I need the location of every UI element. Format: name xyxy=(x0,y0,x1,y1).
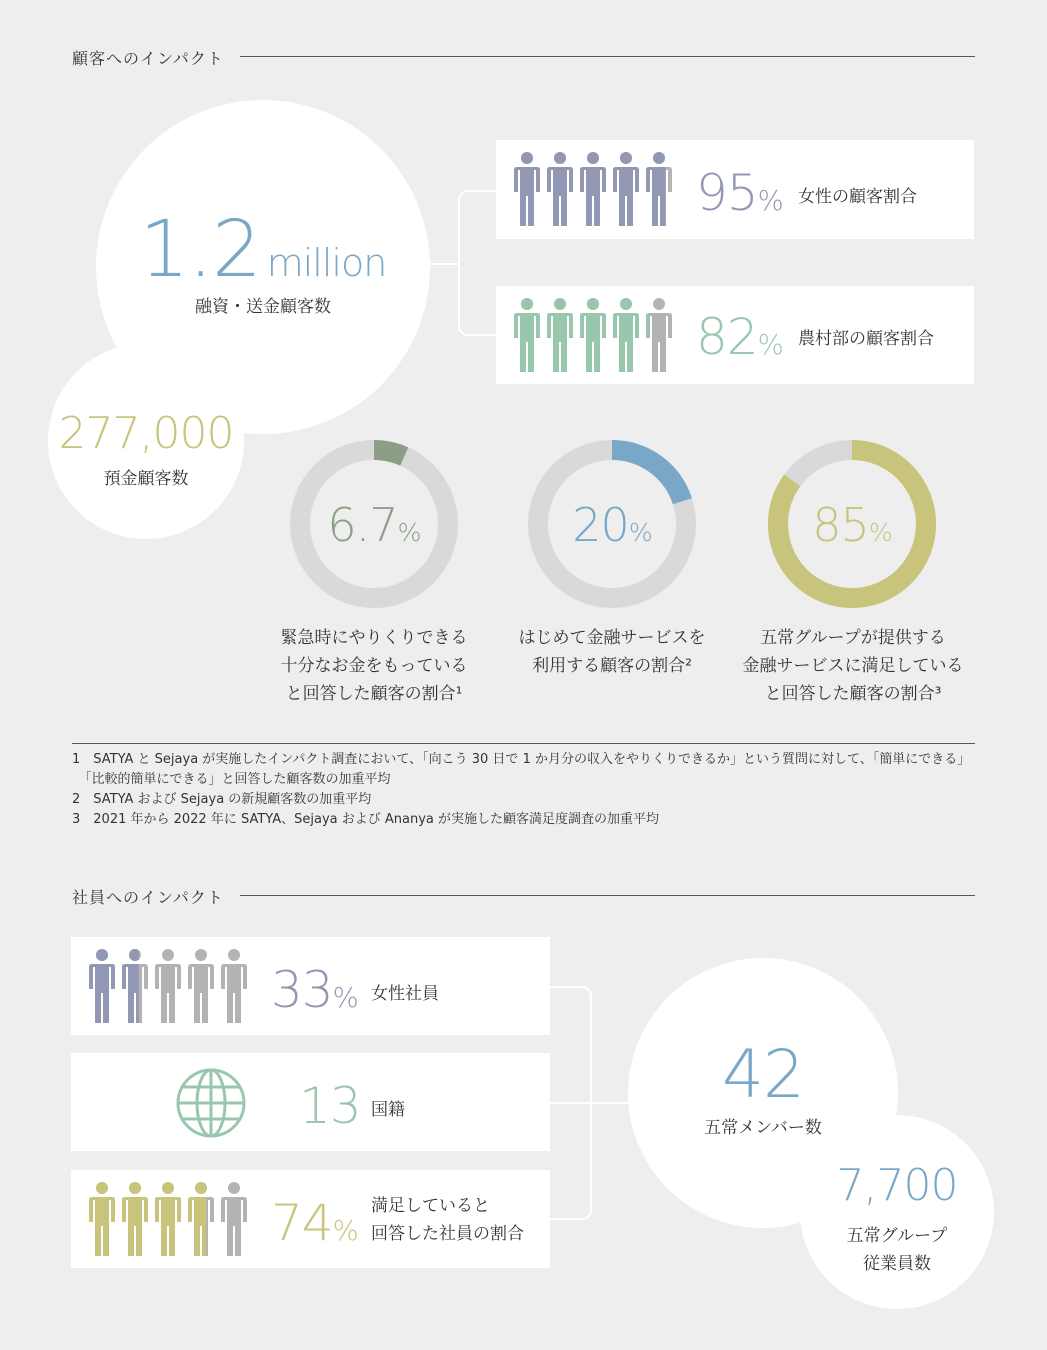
female-employees-label: 女性社員 xyxy=(371,984,439,1004)
label-line: 回答した社員の割合 xyxy=(371,1224,524,1244)
female-employees-pct: % xyxy=(332,982,358,1014)
total-customers-unit: million xyxy=(266,241,387,285)
rural-customers-label: 農村部の顧客割合 xyxy=(798,329,934,349)
rural-customers-number: 82 xyxy=(696,308,758,366)
person-figure xyxy=(613,152,639,226)
donut-satisfaction-number: 85 xyxy=(812,498,869,552)
caption-line: はじめて金融サービスを xyxy=(518,628,706,648)
members-label: 五常メンバー数 xyxy=(704,1118,822,1138)
group-employees-value: 7,700 xyxy=(836,1160,958,1211)
satisfied-employees-pct: % xyxy=(332,1215,358,1247)
female-customers-number: 95 xyxy=(696,164,758,222)
globe-icon xyxy=(175,1067,247,1139)
people-icon xyxy=(514,152,676,226)
person-figure xyxy=(514,298,540,372)
female-customers-people xyxy=(514,152,676,226)
total-customers-value: 1.2 xyxy=(139,205,261,295)
person-figure xyxy=(580,152,606,226)
satisfied-employees-card xyxy=(71,1170,550,1268)
people-icon xyxy=(514,298,676,372)
female-employees-card xyxy=(71,937,550,1035)
people-icon xyxy=(89,949,251,1023)
donut-emergency-pct: % xyxy=(397,518,421,547)
donut-satisfaction-value xyxy=(768,498,936,552)
person-figure xyxy=(613,298,639,372)
satisfied-employees-label xyxy=(371,1192,524,1248)
rural-customers-pct: % xyxy=(757,329,783,361)
person-figure xyxy=(514,152,540,226)
nationalities-value: 13 xyxy=(299,1077,361,1135)
caption-line: 金融サービスに満足している xyxy=(742,656,964,676)
person-figure xyxy=(646,298,672,372)
total-customers-label: 融資・送金顧客数 xyxy=(195,297,331,317)
female-customers-label: 女性の顧客割合 xyxy=(798,187,917,207)
satisfied-employees-number: 74 xyxy=(271,1194,333,1252)
label-line: 従業員数 xyxy=(863,1254,931,1274)
donut-satisfaction xyxy=(768,440,936,608)
satisfied-employees-value xyxy=(271,1194,358,1252)
female-employees-value xyxy=(271,961,358,1019)
female-employees-people xyxy=(89,949,251,1023)
label-line: 五常グループ xyxy=(846,1226,948,1246)
rural-customers-value xyxy=(696,308,783,366)
caption-line: 五常グループが提供する xyxy=(760,628,946,648)
nationalities-card xyxy=(71,1053,550,1151)
footnotes xyxy=(72,750,982,830)
nationalities-label: 国籍 xyxy=(371,1100,405,1120)
person-figure xyxy=(221,949,247,1023)
donut-emergency-value xyxy=(290,498,458,552)
customer-section-rule xyxy=(240,56,975,57)
deposit-customers-label: 預金顧客数 xyxy=(103,469,189,489)
female-customers-pct: % xyxy=(757,185,783,217)
members-value: 42 xyxy=(722,1036,804,1113)
total-customers-figure xyxy=(96,205,430,295)
person-figure xyxy=(89,1182,115,1256)
caption-line: と回答した顧客の割合¹ xyxy=(285,684,463,704)
donut-satisfaction-pct: % xyxy=(868,518,892,547)
person-figure xyxy=(155,1182,181,1256)
caption-line: 利用する顧客の割合² xyxy=(532,656,692,676)
caption-line: 十分なお金をもっている xyxy=(280,656,468,676)
people-icon xyxy=(89,1182,251,1256)
person-figure xyxy=(580,298,606,372)
donut-first-time-value xyxy=(528,498,696,552)
footnote: 1 SATYA と Sejaya が実施したインパクト調査において、「向こう 30 日で 1 か月分の収入をやりくりできるか」という質問に対して、「簡単にできる」 xyxy=(72,752,971,767)
person-figure xyxy=(547,298,573,372)
employee-section-title: 社員へのインパクト xyxy=(72,888,224,907)
employee-connector xyxy=(550,986,630,1220)
footnote: 「比較的簡単にできる」と回答した顧客数の加重平均 xyxy=(72,772,391,787)
person-figure xyxy=(89,949,115,1023)
rural-customers-people xyxy=(514,298,676,372)
donut-first-time-caption xyxy=(488,624,736,680)
donut-first-time-number: 20 xyxy=(572,498,629,552)
footnote: 3 2021 年から 2022 年に SATYA、Sejaya および Ananya が実施した顧客満足度調査の加重平均 xyxy=(72,812,659,827)
donut-first-time-pct: % xyxy=(628,518,652,547)
female-customers-value xyxy=(696,164,783,222)
footnote: 2 SATYA および Sejaya の新規顧客数の加重平均 xyxy=(72,792,372,807)
person-figure xyxy=(547,152,573,226)
donut-emergency xyxy=(290,440,458,608)
employee-section-rule xyxy=(240,895,975,896)
female-customers-card xyxy=(496,140,974,239)
group-employees-label xyxy=(800,1222,994,1278)
label-line: 満足していると xyxy=(371,1196,490,1216)
satisfied-employees-people xyxy=(89,1182,251,1256)
customer-connector xyxy=(430,190,496,336)
person-figure xyxy=(221,1182,247,1256)
person-figure xyxy=(122,1182,148,1256)
donut-satisfaction-caption xyxy=(722,624,984,708)
footnote-rule xyxy=(72,743,975,744)
donut-first-time xyxy=(528,440,696,608)
person-figure xyxy=(155,949,181,1023)
donut-emergency-caption xyxy=(250,624,498,708)
female-employees-number: 33 xyxy=(271,961,333,1019)
donut-emergency-number: 6.7 xyxy=(327,498,398,552)
deposit-customers-value: 277,000 xyxy=(58,408,234,459)
group-employees-circle xyxy=(800,1115,994,1309)
caption-line: と回答した顧客の割合³ xyxy=(764,684,942,704)
customer-section-title: 顧客へのインパクト xyxy=(72,49,224,68)
caption-line: 緊急時にやりくりできる xyxy=(280,628,468,648)
rural-customers-card xyxy=(496,286,974,384)
person-figure xyxy=(188,949,214,1023)
